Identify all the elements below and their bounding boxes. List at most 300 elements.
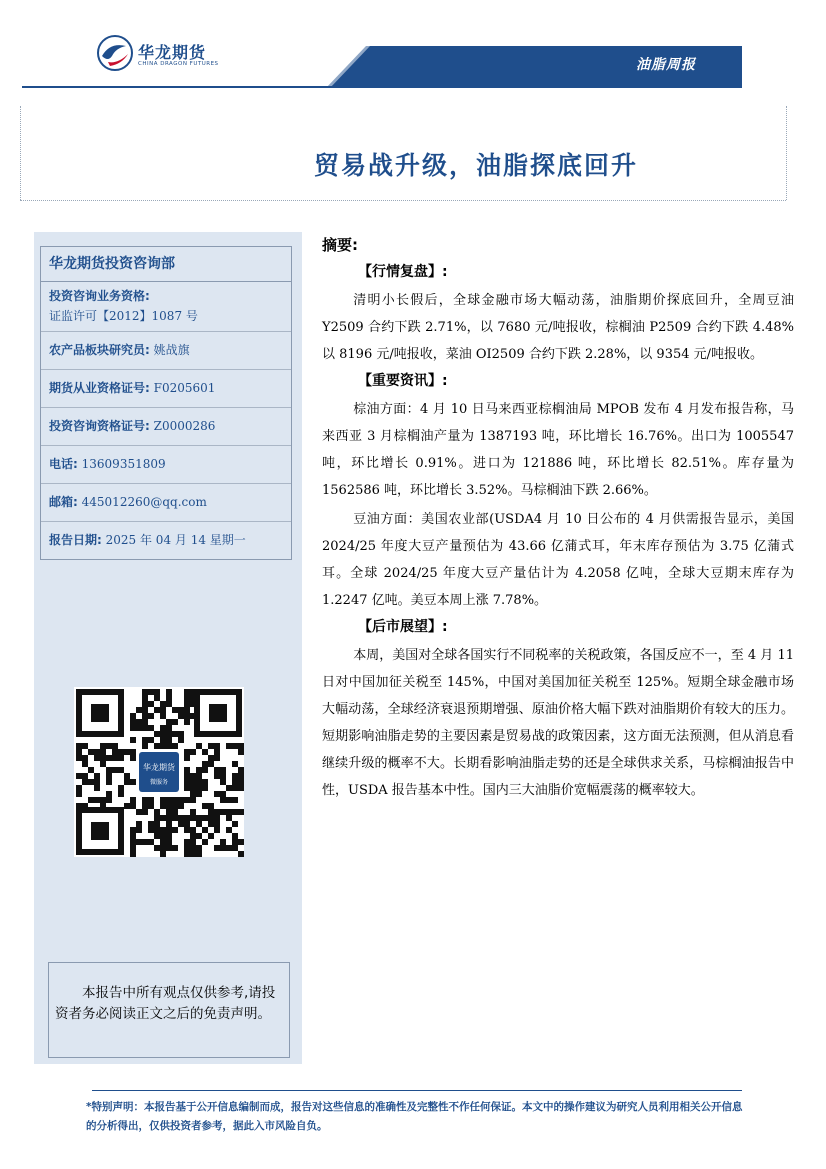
- qr-module: [142, 737, 148, 743]
- info-row-report-date: [41, 522, 291, 559]
- section-heading-outlook: 【后市展望】:: [358, 619, 448, 635]
- qr-module: [82, 743, 88, 749]
- qr-module: [130, 713, 136, 719]
- qr-center-label: 华龙期货: [143, 763, 175, 772]
- qr-module: [130, 803, 136, 809]
- qr-module: [76, 785, 82, 791]
- qr-module: [112, 749, 118, 755]
- qr-module: [160, 815, 166, 821]
- info-row-email: [41, 484, 291, 522]
- qr-module: [154, 815, 160, 821]
- qr-module: [220, 809, 226, 815]
- header-rule: [22, 86, 742, 88]
- qr-module: [196, 767, 202, 773]
- info-row-researcher: [41, 332, 291, 370]
- qr-module: [118, 755, 124, 761]
- qr-module: [100, 755, 106, 761]
- qr-module: [124, 779, 130, 785]
- qr-module: [154, 845, 160, 851]
- qr-module: [82, 761, 88, 767]
- qr-module: [130, 755, 136, 761]
- qr-module: [166, 797, 172, 803]
- qr-module: [136, 719, 142, 725]
- qr-module: [166, 827, 172, 833]
- qr-module: [112, 743, 118, 749]
- info-row-futures-cert: [41, 370, 291, 408]
- qr-module: [160, 701, 166, 707]
- info-label: 报告日期:: [49, 533, 102, 547]
- qr-module: [214, 743, 220, 749]
- qr-module: [238, 809, 244, 815]
- qr-module: [226, 797, 232, 803]
- qr-module: [190, 779, 196, 785]
- qr-module: [184, 749, 190, 755]
- qr-module: [196, 815, 202, 821]
- qr-module: [178, 797, 184, 803]
- qr-module: [118, 767, 124, 773]
- qr-module: [214, 809, 220, 815]
- qr-module: [160, 725, 166, 731]
- qr-module: [238, 851, 244, 857]
- qr-module: [76, 749, 82, 755]
- paragraph: 棕油方面：4 月 10 日马来西亚棕榈油局 MPOB 发布 4 月发布报告称，马来西亚 3 月棕榈油产量为 1387193 吨，环比增长 16.76%。出口为 1005547 吨，环比增长 0.91%。进口为 121886 吨，环比增长 82.51%。库存量为 1562586 吨，环比增长 3.52%。马棕榈油下跌 2.66%。: [322, 402, 794, 498]
- qr-module: [184, 701, 190, 707]
- qr-module: [238, 743, 244, 749]
- qr-module: [214, 755, 220, 761]
- section-heading-key-news: 【重要资讯】:: [358, 373, 448, 389]
- qr-module: [214, 767, 220, 773]
- qr-module: [172, 707, 178, 713]
- qr-module: [130, 851, 136, 857]
- section-heading-market-review: 【行情复盘】:: [358, 264, 448, 280]
- qr-module: [142, 689, 148, 695]
- qr-module: [184, 707, 190, 713]
- company-logo: [96, 34, 226, 74]
- qr-module: [232, 773, 238, 779]
- qr-module: [172, 809, 178, 815]
- qr-module: [100, 797, 106, 803]
- info-row-phone: [41, 446, 291, 484]
- qr-module: [226, 809, 232, 815]
- sidebar: [34, 232, 302, 1064]
- qr-module: [106, 791, 112, 797]
- qr-module: [160, 731, 166, 737]
- paragraph: 豆油方面：美国农业部(USDA4 月 10 日公布的 4 月供需报告显示，美国 2024/25 年度大豆产量预估为 43.66 亿蒲式耳，年末库存预估为 3.75 亿蒲式耳。全球 2024/25 年度大豆产量估计为 4.2058 亿吨，全球大豆期末库存为 1.2247 亿吨。美豆本周上涨 7.78%。: [322, 512, 794, 608]
- qr-module: [178, 707, 184, 713]
- paragraph: 本周，美国对全球各国实行不同税率的关税政策，各国反应不一，至 4 月 11 日对中国加征关税至 145%，中国对美国加征关税至 125%。短期全球金融市场大幅动荡，全球经济衰退预期增强、原油价格大幅下跌对油脂期价有较大的压力。短期影响油脂走势的主要因素是贸易战的政策因素，这方面无法预测，但从消息看继续升级的概率不大。长期看影响油脂走势的还是全球供求关系，马棕榈油报告中性，USDA 报告基本中性。国内三大油脂价宽幅震荡的概率较大。: [322, 648, 794, 798]
- sidebar-disclaimer: 本报告中所有观点仅供参考,请投资者务必阅读正文之后的免责声明。: [48, 962, 290, 1058]
- qr-module: [142, 713, 148, 719]
- qr-module: [172, 845, 178, 851]
- qr-module: [196, 821, 202, 827]
- qr-module: [136, 827, 142, 833]
- qr-module: [136, 809, 142, 815]
- qr-module: [148, 803, 154, 809]
- qr-module: [178, 713, 184, 719]
- qr-module: [214, 815, 220, 821]
- qr-module: [154, 833, 160, 839]
- qr-module: [184, 797, 190, 803]
- qr-module: [172, 743, 178, 749]
- qr-module: [220, 845, 226, 851]
- qr-module: [214, 791, 220, 797]
- qr-module: [214, 773, 220, 779]
- qr-module: [226, 815, 232, 821]
- qr-module: [172, 803, 178, 809]
- qr-module: [232, 743, 238, 749]
- qr-module: [130, 827, 136, 833]
- qr-module: [148, 713, 154, 719]
- qr-module: [238, 749, 244, 755]
- qr-module: [184, 839, 190, 845]
- qr-module: [208, 755, 214, 761]
- qr-module: [232, 797, 238, 803]
- qr-module: [232, 833, 238, 839]
- qr-module: [76, 791, 82, 797]
- info-label: 邮箱:: [49, 495, 78, 509]
- qr-module: [154, 707, 160, 713]
- footer-rule: [92, 1090, 742, 1091]
- qr-module: [226, 845, 232, 851]
- qr-module: [82, 779, 88, 785]
- qr-module: [142, 707, 148, 713]
- qr-module: [148, 701, 154, 707]
- qr-module: [172, 827, 178, 833]
- qr-module: [160, 839, 166, 845]
- qr-module: [142, 695, 148, 701]
- logo-english-text: CHINA DRAGON FUTURES: [138, 61, 219, 67]
- qr-module: [178, 821, 184, 827]
- qr-module: [100, 749, 106, 755]
- qr-module: [190, 839, 196, 845]
- qr-module: [124, 773, 130, 779]
- qr-module: [136, 707, 142, 713]
- qr-module: [136, 821, 142, 827]
- qr-module: [178, 815, 184, 821]
- qr-module: [166, 689, 172, 695]
- qr-module: [214, 845, 220, 851]
- qr-module: [88, 749, 94, 755]
- qr-module: [178, 737, 184, 743]
- qr-module: [232, 785, 238, 791]
- qr-module: [94, 797, 100, 803]
- qr-module: [220, 791, 226, 797]
- qr-module: [196, 773, 202, 779]
- qr-module: [148, 737, 154, 743]
- qr-module: [130, 719, 136, 725]
- qr-module: [202, 827, 208, 833]
- qr-module: [118, 749, 124, 755]
- qr-module: [232, 779, 238, 785]
- qr-module: [190, 785, 196, 791]
- info-value: F0205601: [153, 381, 216, 395]
- qr-module: [214, 827, 220, 833]
- qr-module: [100, 743, 106, 749]
- qr-center-sublabel: 微服务: [149, 779, 169, 786]
- wechat-qr-code: [74, 687, 244, 857]
- qr-module: [214, 821, 220, 827]
- qr-module: [106, 779, 112, 785]
- qr-module: [166, 737, 172, 743]
- info-row-qualification: [41, 282, 291, 332]
- qr-module: [166, 815, 172, 821]
- qr-module: [184, 767, 190, 773]
- qr-module: [130, 779, 136, 785]
- qr-module: [220, 767, 226, 773]
- qr-module: [166, 839, 172, 845]
- qr-module: [196, 743, 202, 749]
- qr-module: [232, 845, 238, 851]
- qr-module: [190, 851, 196, 857]
- qr-module: [154, 827, 160, 833]
- qr-module: [184, 851, 190, 857]
- qr-module: [142, 719, 148, 725]
- qr-module: [94, 773, 100, 779]
- info-label: 投资咨询资格证号:: [49, 419, 150, 433]
- qr-module: [238, 779, 244, 785]
- qr-module: [184, 773, 190, 779]
- qr-module: [154, 821, 160, 827]
- qr-module: [184, 785, 190, 791]
- qr-module: [190, 809, 196, 815]
- qr-module: [184, 713, 190, 719]
- qr-module: [160, 737, 166, 743]
- qr-module: [160, 797, 166, 803]
- qr-module: [94, 755, 100, 761]
- qr-module: [190, 797, 196, 803]
- qr-module: [160, 827, 166, 833]
- qr-module: [190, 773, 196, 779]
- qr-module: [112, 755, 118, 761]
- info-value: 姚战旗: [153, 343, 190, 357]
- qr-module: [130, 839, 136, 845]
- qr-module: [208, 743, 214, 749]
- qr-module: [88, 779, 94, 785]
- qr-module: [178, 731, 184, 737]
- qr-module: [76, 773, 82, 779]
- qr-module: [82, 755, 88, 761]
- qr-module: [88, 797, 94, 803]
- qr-module: [142, 803, 148, 809]
- qr-module: [208, 803, 214, 809]
- info-value: 证监许可【2012】1087 号: [49, 309, 198, 323]
- qr-module: [154, 809, 160, 815]
- main-content: [322, 234, 794, 806]
- qr-module: [160, 851, 166, 857]
- qr-module: [220, 839, 226, 845]
- qr-module: [148, 725, 154, 731]
- qr-module: [238, 839, 244, 845]
- qr-module: [184, 779, 190, 785]
- qr-module: [136, 839, 142, 845]
- qr-module: [142, 839, 148, 845]
- qr-module: [82, 773, 88, 779]
- qr-module: [190, 791, 196, 797]
- qr-module: [148, 827, 154, 833]
- qr-module: [148, 821, 154, 827]
- qr-module: [226, 743, 232, 749]
- qr-module: [202, 779, 208, 785]
- info-label: 电话:: [49, 457, 78, 471]
- qr-module: [232, 761, 238, 767]
- qr-module: [106, 743, 112, 749]
- phone-number: 13609351809: [81, 457, 166, 471]
- qr-module: [166, 809, 172, 815]
- info-value: Z0000286: [153, 419, 216, 433]
- qr-code-icon: [74, 687, 244, 857]
- qr-module: [178, 803, 184, 809]
- qr-module: [184, 815, 190, 821]
- title-frame-right: [786, 106, 787, 200]
- qr-module: [76, 743, 82, 749]
- qr-module: [100, 761, 106, 767]
- title-frame-left: [20, 106, 21, 200]
- qr-module: [166, 845, 172, 851]
- qr-module: [172, 815, 178, 821]
- qr-module: [130, 749, 136, 755]
- special-statement: *特别声明：本报告基于公开信息编制而成，报告对这些信息的准确性及完整性不作任何保证。本文中的操作建议为研究人员利用相关公开信息的分析得出，仅供投资者参考，据此入市风险自负。: [86, 1101, 743, 1132]
- qr-module: [166, 803, 172, 809]
- qr-module: [154, 743, 160, 749]
- qr-module: [130, 725, 136, 731]
- qr-module: [214, 749, 220, 755]
- info-label: 农产品板块研究员:: [49, 343, 150, 357]
- qr-module: [142, 701, 148, 707]
- qr-module: [118, 791, 124, 797]
- qr-module: [154, 695, 160, 701]
- qr-module: [160, 845, 166, 851]
- qr-module: [202, 749, 208, 755]
- qr-module: [148, 797, 154, 803]
- qr-module: [220, 773, 226, 779]
- qr-module: [196, 833, 202, 839]
- qr-module: [172, 719, 178, 725]
- qr-module: [202, 839, 208, 845]
- qr-module: [160, 833, 166, 839]
- qr-module: [118, 785, 124, 791]
- qr-module: [190, 815, 196, 821]
- email-address[interactable]: 445012260@qq.com: [81, 495, 207, 509]
- qr-module: [142, 743, 148, 749]
- department-heading: 华龙期货投资咨询部: [41, 247, 291, 282]
- qr-module: [202, 815, 208, 821]
- qr-module: [184, 845, 190, 851]
- qr-module: [184, 821, 190, 827]
- dragon-logo-icon: [96, 34, 134, 72]
- qr-module: [166, 743, 172, 749]
- qr-module: [124, 803, 130, 809]
- qr-module: [166, 725, 172, 731]
- qr-module: [112, 767, 118, 773]
- qr-module: [130, 737, 136, 743]
- qr-module: [238, 767, 244, 773]
- qr-module: [190, 827, 196, 833]
- qr-module: [94, 785, 100, 791]
- qr-module: [106, 797, 112, 803]
- qr-module: [184, 695, 190, 701]
- qr-module: [160, 803, 166, 809]
- qr-module: [166, 719, 172, 725]
- qr-module: [172, 797, 178, 803]
- qr-module: [208, 833, 214, 839]
- info-row-advisory-cert: [41, 408, 291, 446]
- qr-module: [88, 767, 94, 773]
- qr-module: [208, 821, 214, 827]
- qr-module: [142, 725, 148, 731]
- contact-info-box: [40, 246, 292, 560]
- qr-module: [232, 821, 238, 827]
- qr-module: [184, 719, 190, 725]
- logo-chinese-text: 华龙期货: [138, 43, 207, 62]
- abstract-title: 摘要:: [322, 236, 358, 254]
- qr-module: [130, 797, 136, 803]
- qr-module: [136, 725, 142, 731]
- qr-module: [184, 755, 190, 761]
- qr-module: [208, 761, 214, 767]
- qr-module: [148, 689, 154, 695]
- qr-module: [94, 749, 100, 755]
- qr-module: [232, 809, 238, 815]
- qr-module: [154, 689, 160, 695]
- report-type-label: 油脂周报: [636, 57, 696, 73]
- qr-module: [166, 701, 172, 707]
- qr-module: [202, 767, 208, 773]
- qr-module: [226, 785, 232, 791]
- qr-module: [166, 821, 172, 827]
- qr-module: [94, 779, 100, 785]
- qr-module: [106, 773, 112, 779]
- qr-module: [202, 761, 208, 767]
- qr-module: [208, 809, 214, 815]
- qr-module: [106, 755, 112, 761]
- info-label: 投资咨询业务资格:: [49, 289, 150, 303]
- qr-module: [184, 827, 190, 833]
- info-label: 期货从业资格证号:: [49, 381, 150, 395]
- qr-module: [148, 839, 154, 845]
- qr-module: [184, 689, 190, 695]
- qr-module: [166, 731, 172, 737]
- qr-module: [166, 695, 172, 701]
- report-title: 贸易战升级，油脂探底回升: [314, 151, 639, 180]
- qr-module: [154, 731, 160, 737]
- qr-module: [196, 779, 202, 785]
- qr-module: [196, 851, 202, 857]
- qr-module: [196, 785, 202, 791]
- qr-module: [202, 785, 208, 791]
- report-date: 2025 年 04 月 14 星期一: [105, 533, 246, 547]
- qr-module: [190, 845, 196, 851]
- qr-module: [238, 773, 244, 779]
- qr-module: [124, 749, 130, 755]
- qr-module: [130, 833, 136, 839]
- qr-module: [190, 833, 196, 839]
- qr-module: [196, 791, 202, 797]
- qr-module: [76, 755, 82, 761]
- qr-module: [160, 713, 166, 719]
- qr-module: [142, 809, 148, 815]
- qr-module: [130, 845, 136, 851]
- qr-module: [160, 707, 166, 713]
- qr-module: [202, 803, 208, 809]
- qr-module: [196, 845, 202, 851]
- qr-module: [226, 827, 232, 833]
- qr-module: [166, 833, 172, 839]
- qr-module: [220, 779, 226, 785]
- qr-module: [232, 839, 238, 845]
- qr-module: [160, 743, 166, 749]
- title-frame-bottom: [20, 200, 786, 201]
- qr-module: [220, 797, 226, 803]
